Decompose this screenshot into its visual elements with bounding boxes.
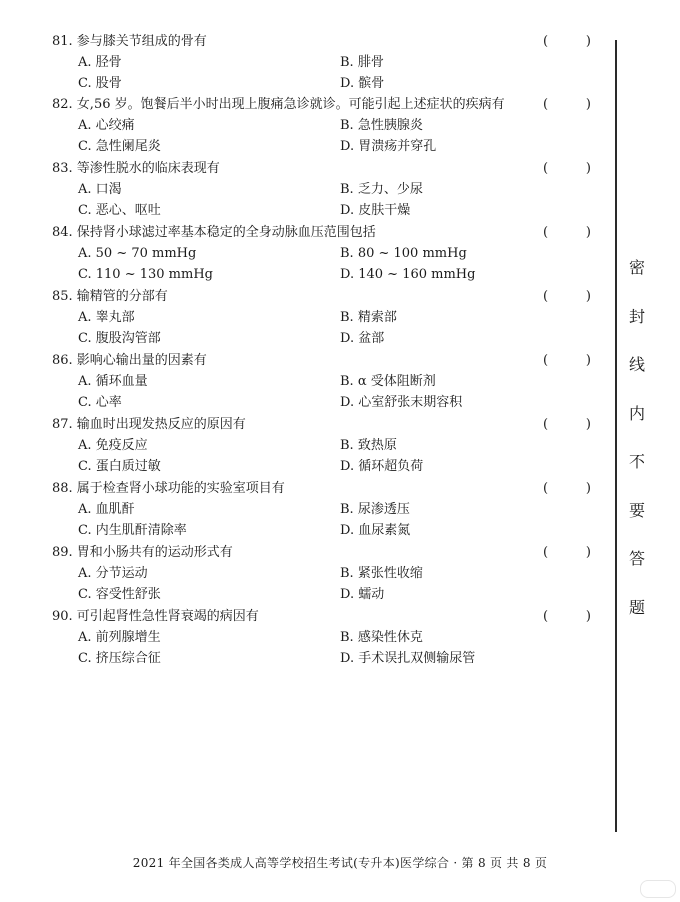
page-footer: 2021 年全国各类成人高等学校招生考试(专升本)医学综合 · 第 8 页 共 8 页: [132, 856, 548, 870]
option-a: A. 循环血量: [78, 374, 148, 389]
option-d: D. 手术误扎双侧输尿管: [340, 651, 476, 666]
option-b: B. 乏力、少尿: [340, 182, 423, 197]
option-d: D. 盆部: [340, 331, 385, 346]
question-stem: 89. 胃和小肠共有的运动形式有: [52, 545, 233, 560]
option-d: D. 髌骨: [340, 76, 385, 91]
option-d: D. 循环超负荷: [340, 459, 424, 474]
seal-char: 答: [628, 549, 645, 568]
question-stem: 90. 可引起肾性急性肾衰竭的病因有: [52, 609, 259, 624]
question-stem: 88. 属于检查肾小球功能的实验室项目有: [52, 481, 285, 496]
option-a: A. 心绞痛: [78, 118, 135, 133]
question-stem: 86. 影响心输出量的因素有: [52, 353, 207, 368]
seal-line: [615, 40, 617, 832]
option-a: A. 前列腺增生: [78, 630, 161, 645]
answer-bracket: ( ): [543, 225, 591, 240]
option-a: A. 胫骨: [78, 55, 122, 70]
option-a: A. 免疫反应: [78, 438, 148, 453]
option-b: B. 尿渗透压: [340, 502, 410, 517]
option-a: A. 睾丸部: [78, 310, 135, 325]
answer-bracket: ( ): [543, 417, 591, 432]
option-c: C. 挤压综合征: [78, 651, 161, 666]
answer-bracket: ( ): [543, 481, 591, 496]
option-a: A. 血肌酐: [78, 502, 135, 517]
option-b: B. 精索部: [340, 310, 397, 325]
option-d: D. 血尿素氮: [340, 523, 411, 538]
option-c: C. 急性阑尾炎: [78, 139, 161, 154]
watermark-logo: [640, 880, 676, 898]
option-c: C. 股骨: [78, 76, 122, 91]
answer-bracket: ( ): [543, 545, 591, 560]
option-c: C. 110 ~ 130 mmHg: [78, 267, 213, 282]
option-d: D. 胃溃疡并穿孔: [340, 139, 437, 154]
answer-bracket: ( ): [543, 34, 591, 49]
answer-bracket: ( ): [543, 609, 591, 624]
answer-bracket: ( ): [543, 161, 591, 176]
option-d: D. 140 ~ 160 mmHg: [340, 267, 476, 282]
option-b: B. 急性胰腺炎: [340, 118, 423, 133]
option-c: C. 恶心、呕吐: [78, 203, 161, 218]
question-stem: 81. 参与膝关节组成的骨有: [52, 34, 207, 49]
option-b: B. 腓骨: [340, 55, 384, 70]
seal-char: 线: [628, 355, 645, 374]
question-stem: 85. 输精管的分部有: [52, 289, 168, 304]
seal-char: 不: [628, 452, 645, 471]
option-d: D. 皮肤干燥: [340, 203, 411, 218]
option-b: B. 紧张性收缩: [340, 566, 423, 581]
answer-bracket: ( ): [543, 289, 591, 304]
question-stem: 83. 等渗性脱水的临床表现有: [52, 161, 220, 176]
option-a: A. 分节运动: [78, 566, 148, 581]
option-c: C. 内生肌酐清除率: [78, 523, 187, 538]
question-stem: 82. 女,56 岁。饱餐后半小时出现上腹痛急诊就诊。可能引起上述症状的疾病有: [52, 97, 505, 112]
option-a: A. 口渴: [78, 182, 122, 197]
option-c: C. 容受性舒张: [78, 587, 161, 602]
option-c: C. 腹股沟管部: [78, 331, 161, 346]
option-c: C. 蛋白质过敏: [78, 459, 161, 474]
option-b: B. 感染性休克: [340, 630, 423, 645]
option-c: C. 心率: [78, 395, 122, 410]
option-b: B. 80 ~ 100 mmHg: [340, 246, 467, 261]
option-d: D. 蠕动: [340, 587, 385, 602]
option-a: A. 50 ~ 70 mmHg: [78, 246, 197, 261]
answer-bracket: ( ): [543, 353, 591, 368]
seal-char: 题: [628, 597, 645, 617]
seal-char: 密: [628, 258, 645, 277]
seal-char: 封: [628, 306, 645, 326]
option-b: B. 致热原: [340, 438, 397, 453]
seal-char: 要: [628, 500, 645, 520]
seal-char: 内: [628, 403, 645, 423]
question-stem: 87. 输血时出现发热反应的原因有: [52, 417, 246, 432]
answer-bracket: ( ): [543, 97, 591, 112]
option-b: B. α 受体阻断剂: [340, 374, 436, 389]
seal-notice: [624, 255, 650, 643]
option-d: D. 心室舒张末期容积: [340, 395, 463, 410]
question-stem: 84. 保持肾小球滤过率基本稳定的全身动脉血压范围包括: [52, 225, 376, 240]
